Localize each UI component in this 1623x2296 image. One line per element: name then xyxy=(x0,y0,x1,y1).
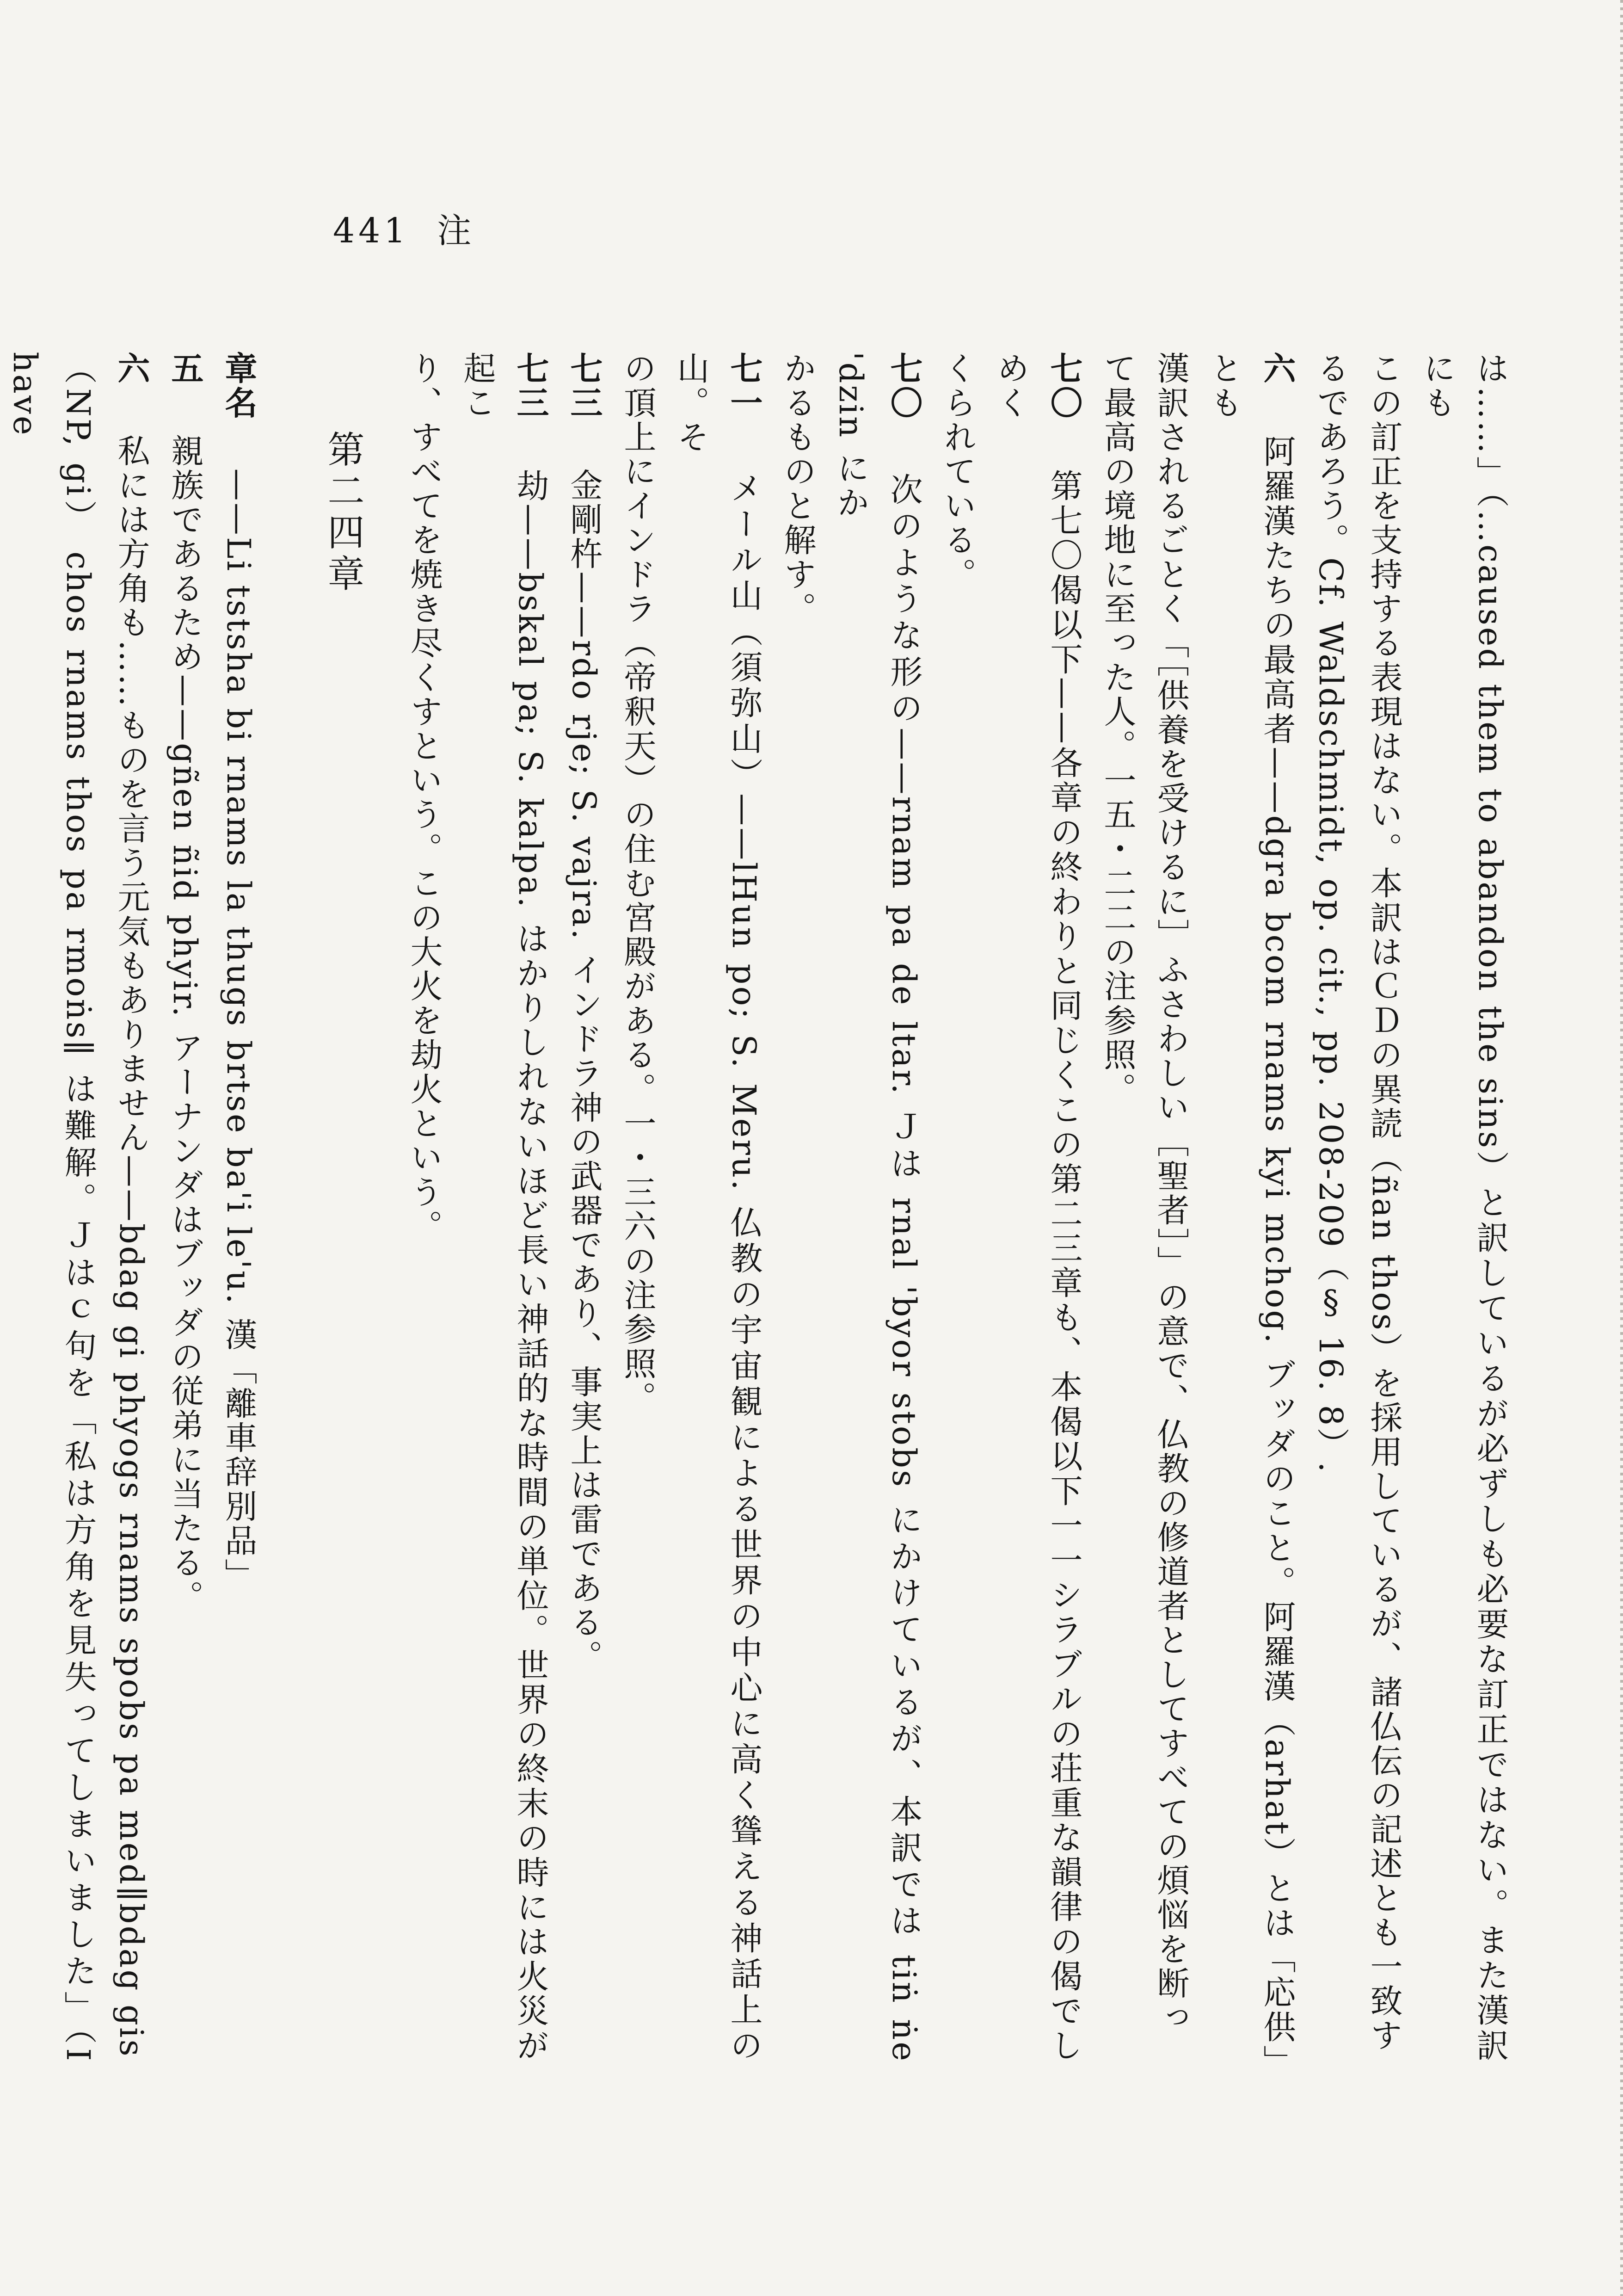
note-text: 阿羅漢たちの最高者——dgra bcom rnams kyi mchog. ブッダのこと。阿羅漢（arhat）とは「応供」とも xyxy=(1205,352,1296,2063)
note-text: 劫——bskal pa; S. kalpa. はかりしれないほど長い神話的な時間の単位。世界の終末の時には火災が起こ xyxy=(458,352,549,2063)
chapter-heading-text: 第二四章 xyxy=(321,430,364,596)
note-entry xyxy=(450,352,557,2063)
note-text: 第七〇偈以下——各章の終わりと同じくこの第二三章も、本偈以下一一シラブルの荘重な韻律の偈でしめく xyxy=(992,352,1083,2063)
note-number: 章名 xyxy=(220,352,258,420)
note-continuation-line xyxy=(611,352,664,2063)
note-text: くられている。 xyxy=(939,352,977,592)
note-text: （NP, gi） chos rnams thos pa rmoṅs∥ は難解。Ｊはｃ句を「私は方角を見失ってしまいました」（I have xyxy=(6,352,97,2063)
note-text: るであろう。Cf. Waldschmidt, op. cit., pp. 208-209（§ 16. 8）. xyxy=(1312,352,1350,1475)
page-header xyxy=(333,204,475,253)
note-number: 六 xyxy=(112,352,151,386)
note-text: て最高の境地に至った人。一五・二二の注参照。 xyxy=(1099,352,1137,1107)
note-entry xyxy=(1197,352,1304,2063)
note-continuation-line xyxy=(771,352,824,2063)
note-entry xyxy=(158,352,212,2063)
notes-body xyxy=(6,352,1517,2063)
note-number: 七〇 xyxy=(1045,352,1083,420)
note-text: この訂正を支持する表現はない。本訳はＣＤの異読（ñan thos）を採用しているが、諸仏伝の記述とも一致す xyxy=(1365,352,1403,2053)
note-continuation-line xyxy=(0,352,105,2063)
note-text: 次のような形の——rnam pa de ltar. Ｊは rnal 'byor stobs にかけているが、本訳では tiṅ ṅe 'dzin にか xyxy=(832,352,923,2063)
running-title: 注 xyxy=(437,211,475,251)
note-entry xyxy=(824,352,931,2063)
note-text: 親族であるため——gñen ñid phyir. アーナンダはブッダの従弟に当たる。 xyxy=(166,434,204,1615)
note-entry xyxy=(984,352,1091,2063)
note-continuation-line xyxy=(397,352,450,2063)
note-continuation-line xyxy=(1304,352,1357,2063)
note-text: かるものと解す。 xyxy=(779,352,817,626)
note-text: は……」（…caused them to abandon the sins）と訳しているが必ずしも必要な訂正ではない。また漢訳にも xyxy=(1418,352,1509,2063)
note-continuation-line xyxy=(1357,352,1410,2063)
note-number: 七三 xyxy=(511,352,550,420)
page-edge xyxy=(1620,0,1623,2296)
note-text: り、すべてを焼き尽くすという。この大火を劫火という。 xyxy=(405,352,443,1244)
note-continuation-line xyxy=(1410,352,1517,2063)
note-continuation-line xyxy=(1144,352,1197,2063)
note-entry xyxy=(557,352,611,2063)
note-text: 私には方角も……ものを言う元気もありません——bdag gi phyogs rnams spobs pa med∥bdag gis xyxy=(112,434,150,2058)
note-text: メール山（須弥山）——lHun po; S. Meru. 仏教の宇宙観による世界の中心に高く聳える神話上の山。そ xyxy=(672,352,763,2063)
page-number: 441 xyxy=(333,211,410,251)
note-text: 金剛杵——rdo rje; S. vajra. インドラ神の武器であり、事実上は雷である。 xyxy=(565,468,603,1674)
note-entry xyxy=(105,352,158,2063)
note-number: 五 xyxy=(166,352,204,386)
note-text: 漢訳されるごとく「［供養を受けるに］ふさわしい［聖者］」の意で、仏教の修道者としてすべての煩悩を断っ xyxy=(1152,352,1190,2035)
note-continuation-line xyxy=(931,352,984,2063)
chapter-heading xyxy=(316,352,369,2063)
note-entry xyxy=(664,352,771,2063)
note-number: 七三 xyxy=(565,352,603,420)
note-number: 七一 xyxy=(725,352,763,420)
note-entry xyxy=(212,352,265,2063)
note-text: ——Li tstsha bi rnams la thugs brtse ba'i le'u. 漢「離車辞別品」 xyxy=(220,468,258,1592)
note-number: 七〇 xyxy=(885,352,923,420)
note-text: の頂上にインドラ（帝釈天）の住む宮殿がある。一・三六の注参照。 xyxy=(619,352,657,1416)
note-continuation-line xyxy=(1091,352,1144,2063)
note-number: 六 xyxy=(1258,352,1297,386)
